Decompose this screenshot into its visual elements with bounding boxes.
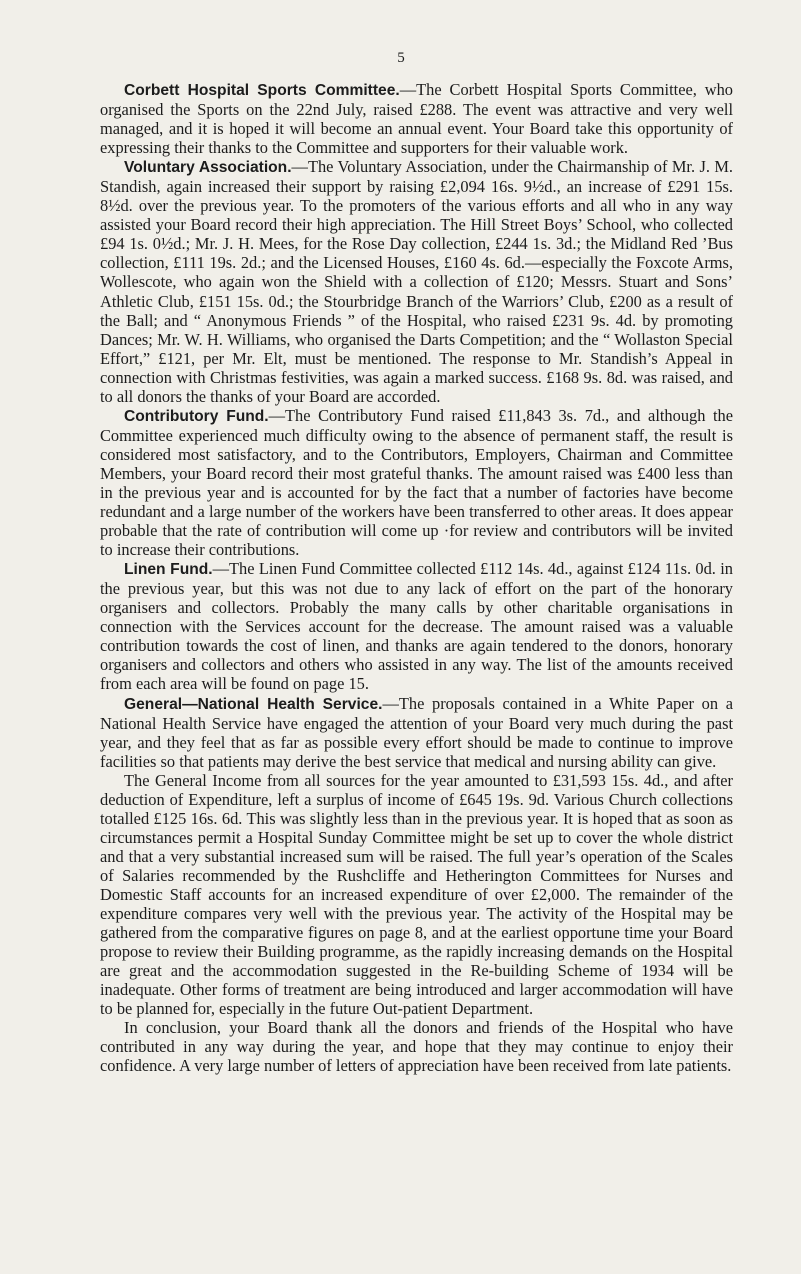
heading-voluntary-association: Voluntary Association.: [124, 159, 292, 177]
text-voluntary-association: —The Voluntary Association, under the Chairmanship of Mr. J. M. Standish, again increased their support by raising £2,094 16s. 9½d., an increase of £291 15s. 8½d. over the previous year. To the promoters of the various efforts and all who in any way assisted your Board record their high appreciation. The Hill Street Boys’ School, who collected £94 1s. 0½d.; Mr. J. H. Mees, for the Rose Day collection, £244 1s. 3d.; the Midland Red ’Bus collection, £111 19s. 2d.; and the Licensed Houses, £160 4s. 6d.—especially the Foxcote Arms, Wollescote, who again won the Shield with a collection of £120; Messrs. Stuart and Sons’ Athletic Club, £151 15s. 0d.; the Stourbridge Branch of the Warriors’ Club, £200 as a result of the Ball; and “ Anonymous Friends ” of the Hospital, who raised £231 9s. 4d. by promoting Dances; Mr. W. H. Williams, who organised the Darts Competition; and the “ Wollaston Special Effort,” £121, per Mr. Elt, must be mentioned. The response to Mr. Standish’s Appeal in connection with Christmas festivities, was again a marked success. £168 9s. 8d. was raised, and to all donors the thanks of your Board are accorded.: [100, 157, 734, 406]
report-body: [100, 80, 733, 1075]
page-number: 5: [397, 50, 405, 66]
text-national-health-service: —The proposals contained in a White Paper on a National Health Service have engaged the attention of your Board very much during the past year, and they feel that as far as possible every effort should be made to continue to improve facilities so that patients may derive the best service that medical and nursing ability can give.: [100, 693, 733, 771]
heading-linen-fund: Linen Fund.: [124, 561, 213, 579]
heading-national-health-service: General—National Health Service.: [124, 695, 383, 713]
text-linen-fund: —The Linen Fund Committee collected £112 14s. 4d., against £124 11s. 0d. in the previous year, but this was not due to any lack of effort on the part of the honorary organisers and collectors. Probably the many calls by other charitable organisations in connection with the Services account for the decrease. The amount raised was a valuable contribution towards the cost of linen, and thanks are again tendered to the donors, honorary organisers and collectors and others who assisted in any way. The list of the amounts received from each area will be found on page 15.: [100, 559, 733, 694]
text-conclusion: In conclusion, your Board thank all the donors and friends of the Hospital who have contributed in any way during the year, and hope that they may continue to enjoy their confidence. A very large number of letters of appreciation have been received from late patients.: [100, 1018, 733, 1076]
paragraph-linen-fund: [100, 559, 733, 693]
paragraph-contributory-fund: [100, 406, 733, 559]
heading-sports-committee: Corbett Hospital Sports Committee.: [124, 82, 400, 99]
paragraph-voluntary-association: [100, 157, 733, 406]
paragraph-conclusion: [100, 1018, 733, 1075]
paragraph-national-health-service: [100, 694, 733, 771]
heading-contributory-fund: Contributory Fund.: [124, 407, 269, 425]
text-contributory-fund: —The Contributory Fund raised £11,843 3s. 7d., and although the Committee experienced much difficulty owing to the absence of permanent staff, the result is considered most satisfactory, and to the Contributors, Employers, Chairman and Committee Members, your Board record their most grateful thanks. The amount raised was £400 less than in the previous year and is accounted for by the fact that a number of factories have become redundant and a large number of the workers have been transferred to other areas. It does appear probable that the rate of contribution will come up ·for review and contributors will be invited to increase their contributions.: [100, 405, 733, 560]
text-general-income: The General Income from all sources for the year amounted to £31,593 15s. 4d., and after deduction of Expenditure, left a surplus of income of £645 19s. 9d. Various Church collections totalled £125 16s. 6d. This was slightly less than in the previous year. It is hoped that as soon as circumstances permit a Hospital Sunday Committee might be set up to cover the whole district and that a very substantial increased sum will be raised. The full year’s operation of the Scales of Salaries recommended by the Rushcliffe and Hetherington Committees for Nurses and Domestic Staff accounts for an increased expenditure of over £2,000. The remainder of the expenditure compares very well with the previous year. The activity of the Hospital may be gathered from the comparative figures on page 8, and at the earliest opportune time your Board propose to review their Building programme, as the rapidly increasing demands on the Hospital are great and the accommodation suggested in the Re-building Scheme of 1934 will be inadequate. Other forms of treatment are being introduced and larger accommodation will have to be planned for, especially in the future Out-patient Department.: [100, 770, 733, 1019]
text-sports-committee: —The Corbett Hospital Sports Committee, who organised the Sports on the 22nd July, raised £288. The event was attractive and very well managed, and it is hoped it will become an annual event. Your Board take this opportunity of expressing their thanks to the Committee and supporters for their valuable work.: [100, 80, 733, 158]
paragraph-sports-committee: [100, 80, 733, 157]
paragraph-general-income: [100, 771, 733, 1019]
